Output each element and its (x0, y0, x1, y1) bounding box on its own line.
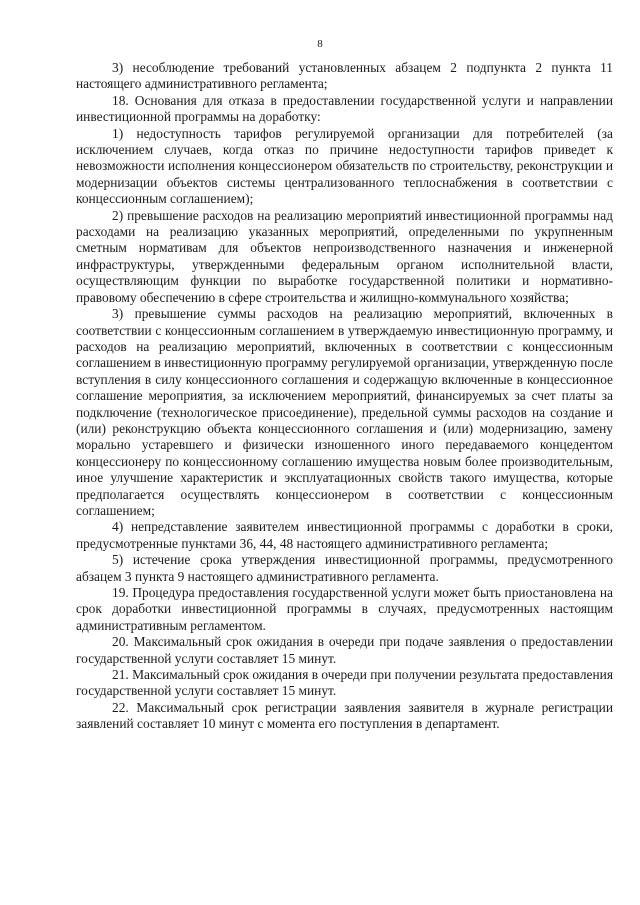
paragraph-21: 21. Максимальный срок ожидания в очереди при получении результата предоставления государственной услуги составляет 15 минут. (76, 667, 613, 699)
paragraph-18-4: 4) непредставление заявителем инвестиционной программы с доработки в сроки, предусмотренные пунктами 36, 44, 48 настоящего административного регламента; (76, 519, 613, 551)
paragraph-22: 22. Максимальный срок регистрации заявления заявителя в журнале регистрации заявлений составляет 10 минут с момента его поступления в департамент. (76, 699, 613, 732)
document-body (76, 60, 613, 733)
paragraph-18-3: 3) превышение суммы расходов на реализацию мероприятий, включенных в соответствии с концессионным соглашением в утверждаемую инвестиционную программу, и расходов на реализацию мероприятий, включенных в соответствии с концессионным соглашением в инвестиционную программу регулируемой организации, утвержденную после вступления в силу концессионного соглашения и содержащую включенные в концессионное соглашение мероприятия, за исключением мероприятий, финансируемых за счет платы за подключение (технологическое присоединение), предельной суммы расходов на создание и (или) реконструкцию объекта концессионного соглашения и (или) модернизацию, замену морально устаревшего и физически изношенного иного передаваемого концедентом концессионеру по концессионному соглашению имущества новым более производительным, иное улучшение характеристик и эксплуатационных свойств такого имущества, которые предполагается осуществлять концессионером в соответствии с концессионным соглашением; (76, 306, 613, 518)
paragraph-17-3: 3) несоблюдение требований установленных абзацем 2 подпункта 2 пункта 11 настоящего административного регламента; (76, 60, 613, 92)
paragraph-18-1: 1) недоступность тарифов регулируемой организации для потребителей (за исключением случаев, когда отказ по причине недоступности тарифов приведет к невозможности исполнения концессионером обязательств по строительству, реконструкции и модернизации объектов системы централизованного теплоснабжения в соответствии с концессионным соглашением); (76, 125, 613, 207)
paragraph-18-2: 2) превышение расходов на реализацию мероприятий инвестиционной программы над расходами на реализацию указанных мероприятий, определенными по укрупненным сметным нормативам для объектов непроизводственного назначения и инженерной инфраструктуры, утвержденными федеральным органом исполнительной власти, осуществляющим функции по выработке государственной политики и нормативно-правовому обеспечению в сфере строительства и жилищно-коммунального хозяйства; (76, 207, 613, 305)
page-number: 8 (317, 38, 323, 50)
paragraph-18: 18. Основания для отказа в предоставлении государственной услуги и направлении инвестиционной программы на доработку: (76, 92, 613, 125)
paragraph-19: 19. Процедура предоставления государственной услуги может быть приостановлена на срок доработки инвестиционной программы в случаях, предусмотренных настоящим административным регламентом. (76, 585, 613, 633)
paragraph-20: 20. Максимальный срок ожидания в очереди при подаче заявления о предоставлении государственной услуги составляет 15 минут. (76, 634, 613, 666)
paragraph-18-5: 5) истечение срока утверждения инвестиционной программы, предусмотренного абзацем 3 пункта 9 настоящего административного регламента. (76, 552, 613, 584)
